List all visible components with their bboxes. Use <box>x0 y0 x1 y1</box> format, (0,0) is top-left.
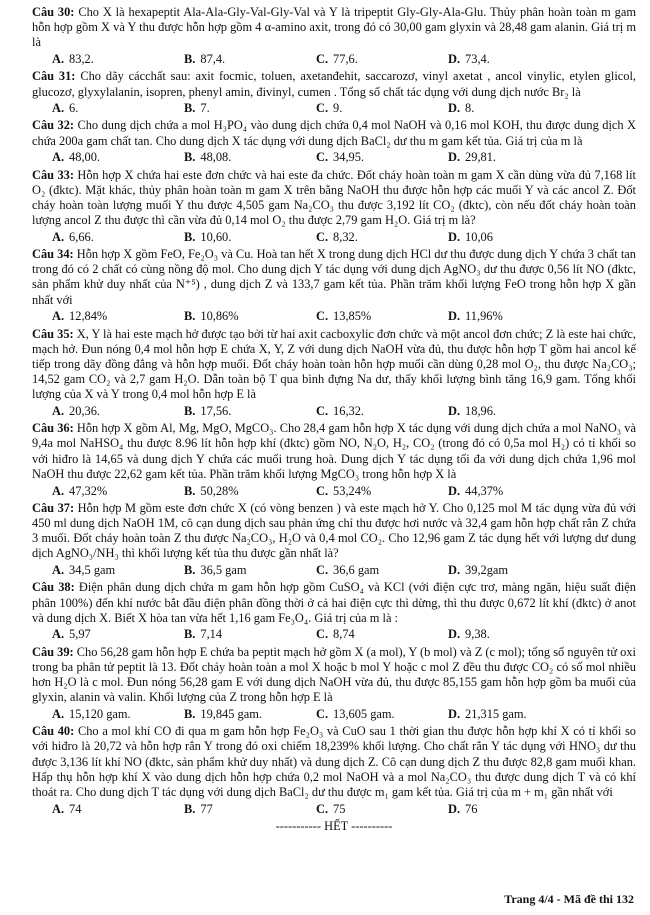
question-text <box>32 421 636 482</box>
answer-options <box>32 101 636 116</box>
option-b: B. 10,86% <box>184 309 239 324</box>
question-text <box>32 118 636 148</box>
question-label: Câu 32: <box>32 118 75 133</box>
option-b: B. 48,08. <box>184 150 232 165</box>
question-30 <box>32 5 636 67</box>
option-a: A. 6. <box>52 101 79 116</box>
option-c: C. 34,95. <box>316 150 365 165</box>
end-marker: ----------- HẾT ---------- <box>275 818 393 833</box>
option-d: D. 10,06 <box>448 229 493 244</box>
option-a: A. 34,5 gam <box>52 563 116 578</box>
question-body: Hỗn hợp X gồm Al, Mg, MgO, MgCO₃. Cho 28,4 gam hỗn hợp X tác dụng với dung dịch chứa a mol NaNO₃ và 9,4a mol NaHSO₄ thu được 8.96 lít hỗn hợp khí (đktc) gồm NO, N₂O, H₂, CO₂ (trong đó có 0,5a mol H₂) có tỉ khối so với hiđro là 14,65 và dung dịch Y chứa các muối trung hoà. Dung dịch Y tác dụng tối đa với dung dịch chứa 1,96 mol NaOH thu được 22,62 gam kết tủa. Phần trăm khối lượng MgCO₃ trong hỗn hợp X là <box>32 421 636 481</box>
question-body: X, Y là hai este mạch hở được tạo bởi từ hai axit cacboxylic đơn chức và một ancol đơn chức; Z là este hai chức, mạch hở. Đun nóng 0,4 mol hỗn hợp E chứa X, Y, Z với dung dịch NaOH vừa đủ, thu được hỗn hợp T gồm hai ancol kế tiếp trong dãy đồng đẳng và hỗn hợp muối. Đốt cháy hoàn toàn hỗn hợp muối cần dùng 0,28 mol O₂, thu được Na₂CO₃; 14,52 gam CO₂ và 2,7 gam H₂O. Dẫn toàn bộ T qua bình đựng Na dư, thấy khối lượng bình tăng 16,9 gam. Tổng khối lượng của X và Y trong 0,4 mol hỗn hợp E là <box>32 326 636 402</box>
option-d: D. 11,96% <box>448 309 503 324</box>
option-b: B. 19,845 gam. <box>184 706 262 721</box>
option-b: B. 36,5 gam <box>184 563 247 578</box>
option-b: B. 77 <box>184 801 213 816</box>
option-c: C. 9. <box>316 101 343 116</box>
option-a: A. 83,2. <box>52 52 94 67</box>
option-a: A. 15,120 gam. <box>52 706 131 721</box>
question-text <box>32 645 636 706</box>
question-text <box>32 580 636 626</box>
answer-options <box>32 404 636 419</box>
question-body: Cho dãy cácchất sau: axit focmic, toluen, axetanđehit, saccarozơ, vinyl axetat , ancol vinylic, etylen glicol, glucozơ, glyxylalanin, isopren, phenyl amin, đivinyl, cumen . Tổng số chất tác dụng với dung dịch nước Br₂ là <box>32 69 636 99</box>
question-label: Câu 40: <box>32 724 75 739</box>
option-a: A. 20,36. <box>52 404 101 419</box>
option-a: A. 47,32% <box>52 483 108 498</box>
question-text <box>32 501 636 562</box>
question-label: Câu 33: <box>32 167 74 182</box>
question-36 <box>32 421 636 499</box>
page-footer: Trang 4/4 - Mã đề thi 132 <box>504 891 634 906</box>
option-c: C. 8,74 <box>316 627 355 642</box>
question-text <box>32 724 636 800</box>
option-b: B. 10,60. <box>184 229 232 244</box>
option-c: C. 16,32. <box>316 404 365 419</box>
option-a: A. 74 <box>52 801 82 816</box>
option-c: C. 8,32. <box>316 229 358 244</box>
option-d: D. 9,38. <box>448 627 490 642</box>
question-body: Cho a mol khí CO đi qua m gam hỗn hợp Fe₂O₃ và CuO sau 1 thời gian thu được hỗn hợp khí X có tỉ khối so với hiđro là 20,72 và hỗn hợp rắn Y trong đó oxi chiếm 18,239% khối lượng. Cho chất rắn Y tác dụng với HNO₃ dư thu được 3,136 lít khí NO (đktc, sản phẩm khử duy nhất) và dung dịch Z. Cô cạn dung dịch Z thu được 82,8 gam muối khan. Hấp thụ hỗn hợp khí X vào dung dịch hỗn hợp chứa 0,2 mol NaOH và a mol Na₂CO₃ thu được dung dịch T và có khí thoát ra. Cho dung dịch T tác dụng với dung dịch BaCl₂ dư thu được m₁ gam kết tủa. Giá trị của m + m₁ gần nhất với <box>32 724 636 799</box>
question-body: Hỗn hợp X chứa hai este đơn chức và hai este đa chức. Đốt cháy hoàn toàn m gam X cần dùng vừa đủ 7,168 lít O₂ (đktc). Mặt khác, thủy phân hoàn toàn m gam X trên bằng NaOH thu được hỗn hợp các muối Y và các ancol Z. Đốt cháy hoàn toàn lượng muối Y thu được 4,505 gam Na₂CO₃ thu được 3,192 lít CO₂ (đktc), còn nếu đốt cháy hoàn toàn lượng ancol Z thu được thì cần vừa đủ 0,14 mol O₂ thu được 2,79 gam H₂O. Giá trị m là? <box>32 167 637 228</box>
question-text <box>32 69 636 99</box>
option-a: A. 48,00. <box>52 150 101 165</box>
question-34 <box>32 247 636 325</box>
answer-options <box>32 484 636 499</box>
question-32 <box>32 118 636 165</box>
answer-options <box>32 802 636 817</box>
option-d: D. 18,96. <box>448 404 497 419</box>
option-a: A. 5,97 <box>52 627 91 642</box>
answer-options <box>32 707 636 722</box>
question-body: Cho 56,28 gam hỗn hợp E chứa ba peptit mạch hở gồm X (a mol), Y (b mol) và Z (c mol); tổng số nguyên tử oxi trong ba phân tử peptit là 13. Đốt cháy hoàn toàn a mol X hoặc b mol Y hoặc c mol Z đều thu được CO₂ có số mol nhiều hơn H₂O là c mol. Đun nóng 56,28 gam E với dung dịch NaOH vừa đủ, thu được 85,155 gam hỗn hợp gồm ba muối của glyxin, alanin và valin. Khối lượng của Z trong hỗn hợp E là <box>32 644 637 705</box>
question-body: Cho X là hexapeptit Ala-Ala-Gly-Val-Gly-Val và Y là tripeptit Gly-Gly-Ala-Glu. Thủy phân hoàn toàn m gam hỗn hợp gồm X và Y thu được hỗn hợp gồm 4 α-amino axit, trong đó có 30,00 gam glyxin và 28,48 gam alanin. Giá trị m là <box>32 5 636 50</box>
answer-options <box>32 309 636 324</box>
answer-options <box>32 52 636 67</box>
option-c: C. 75 <box>316 801 346 816</box>
question-33 <box>32 168 636 246</box>
question-body: Hỗn hợp X gồm FeO, Fe₂O₃ và Cu. Hoà tan hết X trong dung dịch HCl dư thu được dung dịch Y chứa 3 chất tan trong đó có 2 chất có cùng nồng độ mol. Cho dung dịch Y tác dụng với dung dịch AgNO₃ dư thu được 0,56 lít NO (đktc, sản phẩm khử duy nhất của N⁺⁵) , dung dịch Z và 133,7 gam kết tủa. Phần trăm khối lượng FeO trong hỗn hợp X gần nhất với <box>32 247 637 307</box>
option-d: D. 44,37% <box>448 483 504 498</box>
option-d: D. 39,2gam <box>448 563 509 578</box>
question-label: Câu 31: <box>32 69 76 84</box>
question-text <box>32 5 636 51</box>
question-label: Câu 39: <box>32 644 74 659</box>
answer-options <box>32 230 636 245</box>
question-label: Câu 30: <box>32 5 75 19</box>
question-label: Câu 38: <box>32 580 75 595</box>
option-d: D. 73,4. <box>448 52 490 67</box>
question-text <box>32 168 636 229</box>
question-37 <box>32 501 636 579</box>
question-label: Câu 34: <box>32 247 74 262</box>
option-b: B. 7,14 <box>184 627 223 642</box>
question-39 <box>32 645 636 723</box>
question-text <box>32 247 636 308</box>
answer-options <box>32 627 636 642</box>
question-35 <box>32 327 636 420</box>
question-40 <box>32 724 636 817</box>
option-d: D. 21,315 gam. <box>448 706 527 721</box>
question-body: Điện phân dung dịch chứa m gam hỗn hợp gồm CuSO₄ và KCl (với điện cực trơ, màng ngăn, hiệu suất điện phân 100%) đến khí nước bắt đầu điện phân đồng thời ở cả hai điện cực thì dừng, thì thu được 0,672 lít khí (đktc) ở anot và dung dịch X. Biết X hòa tan vừa hết 1,16 gam Fe₃O₄. Giá trị của m là : <box>32 580 636 625</box>
option-d: D. 76 <box>448 801 478 816</box>
question-text <box>32 327 636 403</box>
answer-options <box>32 563 636 578</box>
option-b: B. 17,56. <box>184 404 232 419</box>
option-b: B. 87,4. <box>184 52 226 67</box>
option-b: B. 50,28% <box>184 483 239 498</box>
option-c: C. 13,605 gam. <box>316 706 395 721</box>
option-c: C. 77,6. <box>316 52 358 67</box>
option-c: C. 53,24% <box>316 483 372 498</box>
question-body: Cho dung dịch chứa a mol H₃PO₄ vào dung dịch chứa 0,4 mol NaOH và 0,16 mol KOH, thu được dung dịch X chứa 200a gam chất tan. Cho dung dịch X tác dụng với dung dịch BaCl₂ dư thu m gam kết tủa. Giá trị của m là <box>32 118 636 148</box>
option-b: B. 7. <box>184 101 210 116</box>
option-d: D. 8. <box>448 101 475 116</box>
option-d: D. 29,81. <box>448 150 497 165</box>
option-c: C. 36,6 gam <box>316 563 380 578</box>
question-body: Hỗn hợp M gồm este đơn chức X (có vòng benzen ) và este mạch hở Y. Cho 0,125 mol M tác dụng vừa đủ với 450 ml dung dịch NaOH 1M, cô cạn dung dịch sau phản ứng chỉ thu được hơi nước và 32,4 gam hỗn hợp chất rắn Z chứa 3 muối. Đốt cháy hoàn toàn Z thu được Na₂CO₃, H₂O và 0,4 mol CO₂. Cho 12,96 gam Z tác dụng hết với lượng dư dung dịch AgNO₃/NH₃ thì khối lượng kết tủa thu được gần nhất là? <box>32 500 637 561</box>
question-label: Câu 36: <box>32 421 74 436</box>
question-38 <box>32 580 636 642</box>
option-a: A. 6,66. <box>52 229 94 244</box>
question-label: Câu 37: <box>32 500 75 515</box>
answer-options <box>32 150 636 165</box>
question-31 <box>32 69 636 116</box>
option-c: C. 13,85% <box>316 309 372 324</box>
question-label: Câu 35: <box>32 326 74 341</box>
option-a: A. 12,84% <box>52 309 108 324</box>
